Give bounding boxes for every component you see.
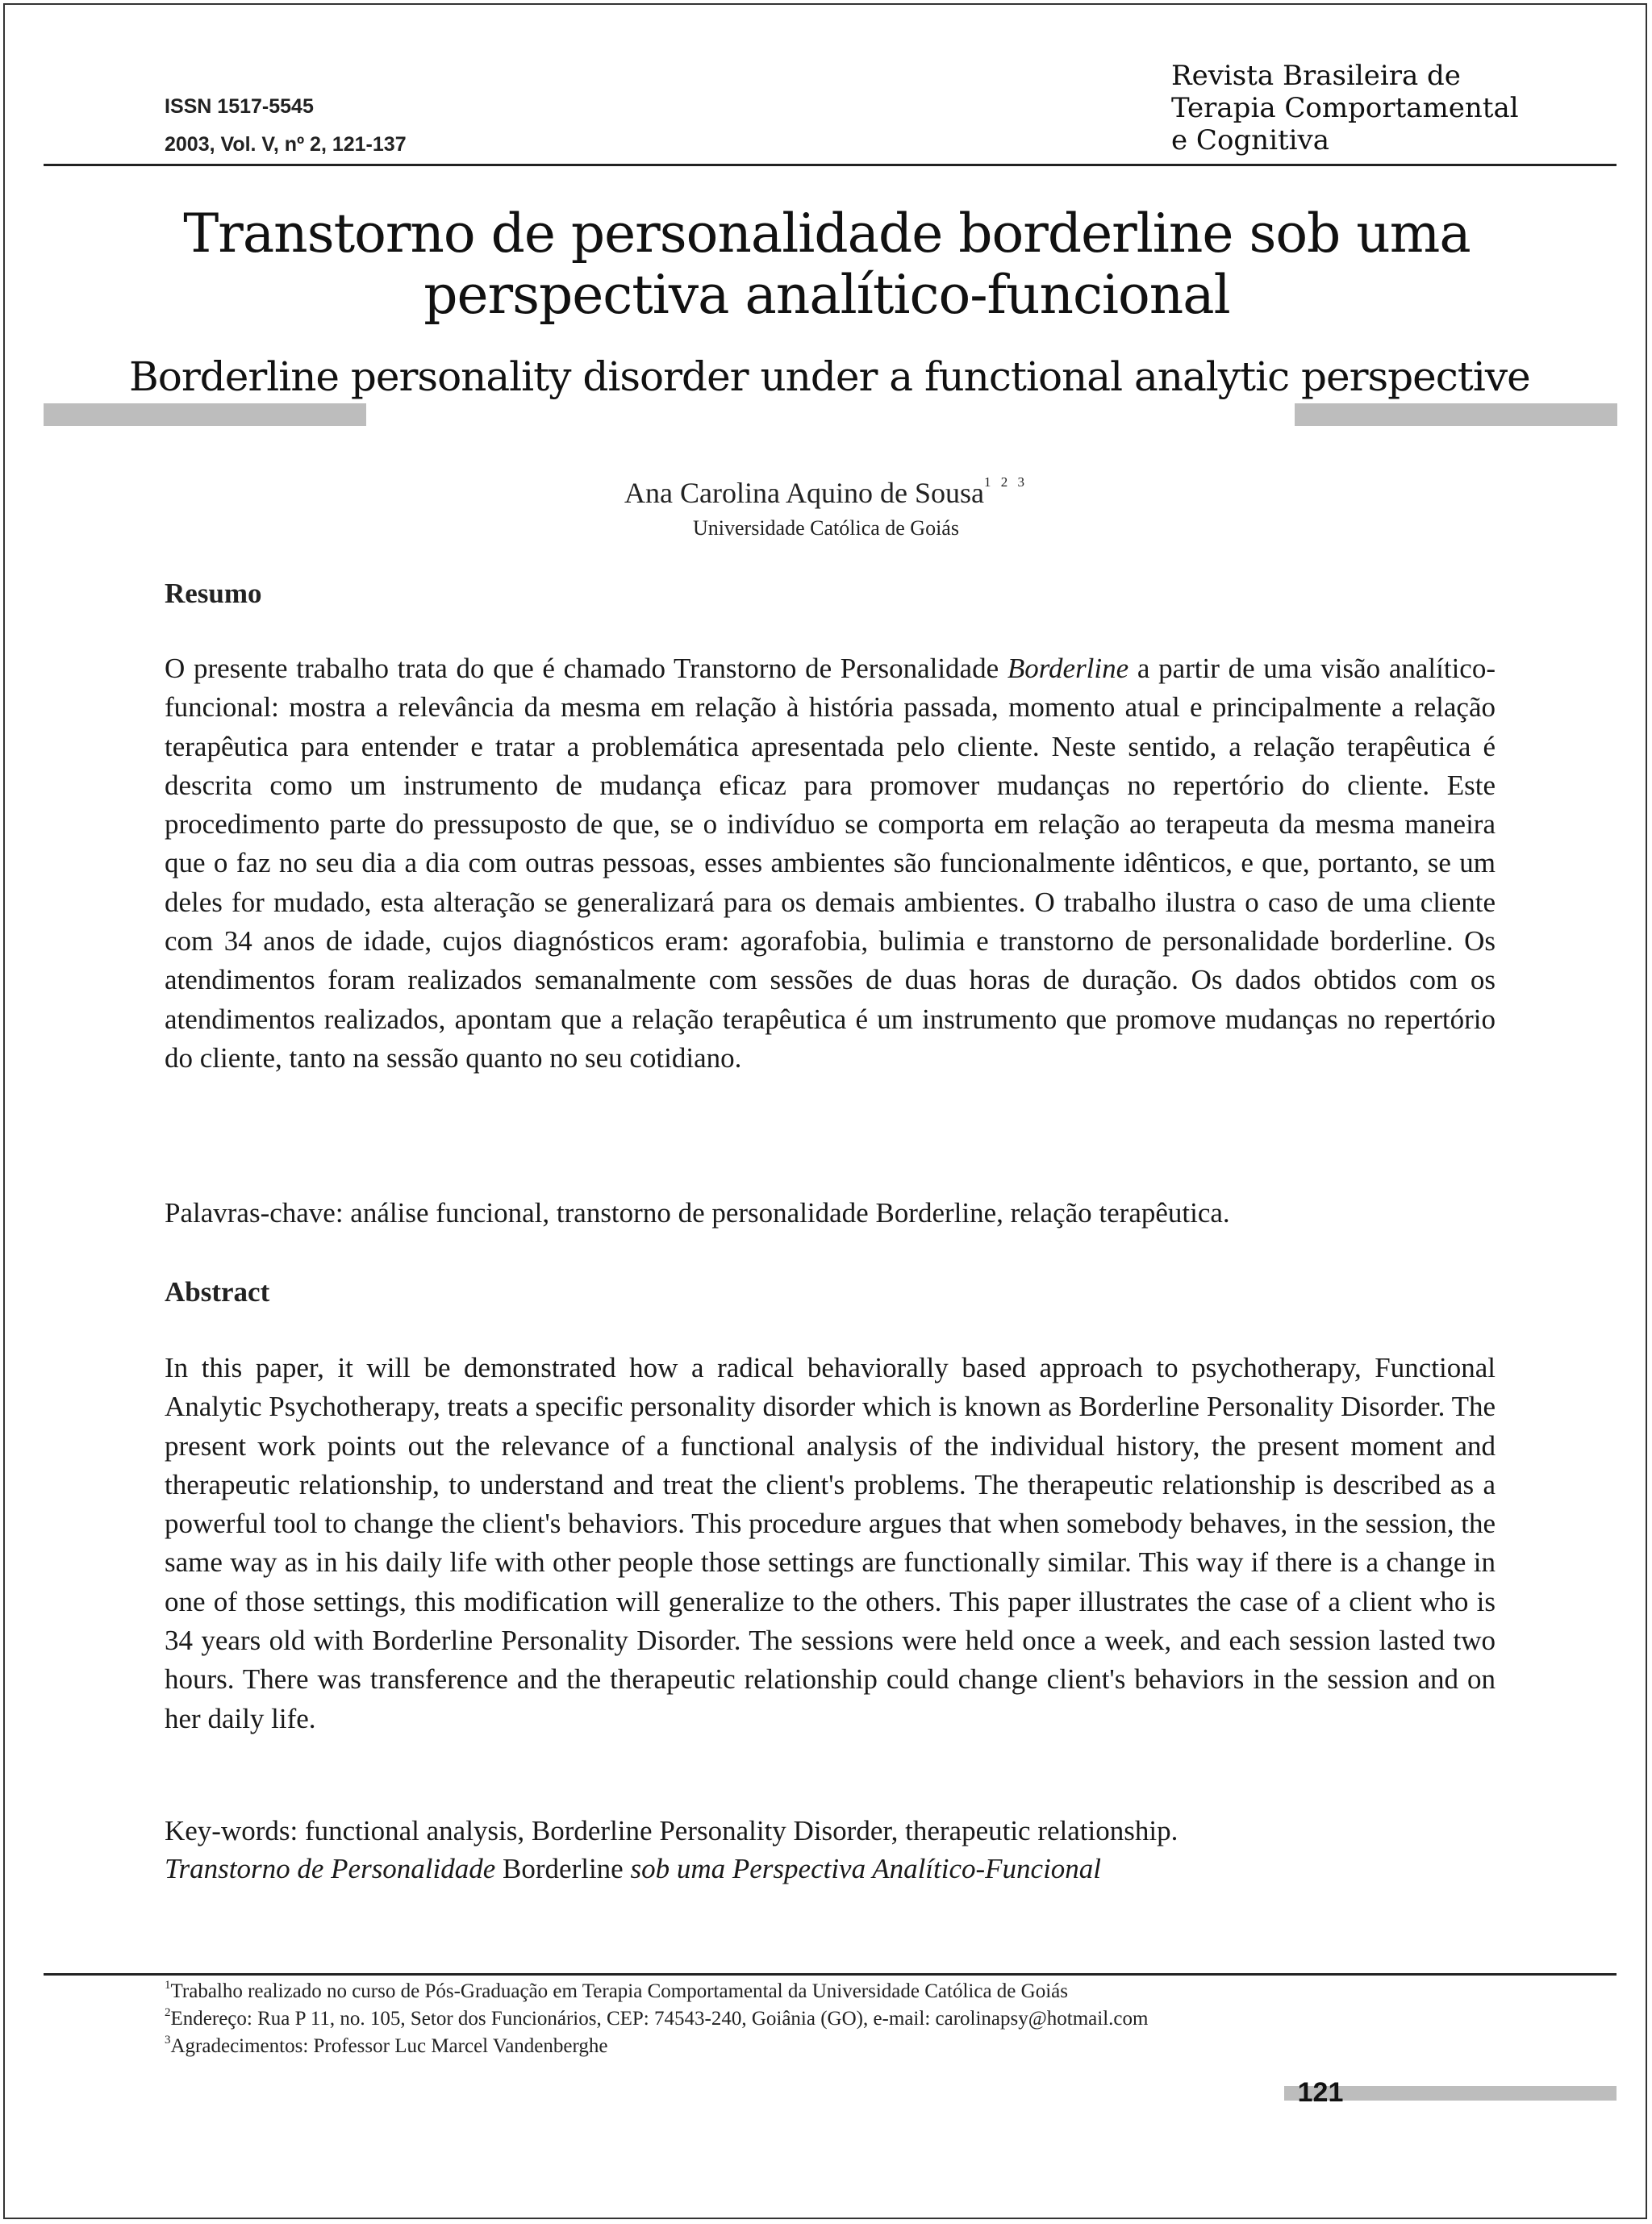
- journal-line: e Cognitiva: [1171, 124, 1329, 156]
- author: [0, 476, 1652, 510]
- journal-name: [1171, 60, 1519, 156]
- page-border: [3, 3, 1647, 2219]
- volume-info: 2003, Vol. V, nº 2, 121-137: [165, 133, 407, 156]
- running-title-part: sob uma Perspectiva Analítico-Funcional: [630, 1853, 1102, 1884]
- resumo-text-cont: a partir de uma visão analítico-funcional: mostra a relevância da mesma em relação à história passada, momento atual e principalmente a relação terapêutica para entender e tratar a problemática apresentada pelo cliente. Neste sentido, a relação terapêutica é descrita como um instrumento de mudança eficaz para promover mudanças no repertório do cliente. Este procedimento parte do pressuposto de que, se o indivíduo se comporta em relação ao terapeuta da mesma maneira que o faz no seu dia a dia com outras pessoas, esses ambientes são funcionalmente idênticos, e que, portanto, se um deles for mudado, esta alteração se generalizará para os demais ambientes. O trabalho ilustra o caso de uma cliente com 34 anos de idade, cujos diagnósticos eram: agorafobia, bulimia e transtorno de personalidade borderline. Os atendimentos foram realizados semanalmente com sessões de duas horas de duração. Os dados obtidos com os atendimentos realizados, apontam que a relação terapêutica é um instrumento que promove mudanças no repertório do cliente, tanto na sessão quanto no seu cotidiano.: [165, 653, 1496, 1074]
- page-number: 121: [1297, 2077, 1344, 2108]
- journal-line: Revista Brasileira de: [1171, 60, 1461, 92]
- title-line: perspectiva analítico-funcional: [423, 264, 1230, 326]
- footnote-mark: 2: [165, 2006, 171, 2019]
- footnote: [165, 1980, 1068, 2003]
- decorative-bar-left: [44, 403, 366, 426]
- abstract-keywords: Key-words: functional analysis, Borderline Personality Disorder, therapeutic relationship.: [165, 1815, 1179, 1846]
- footnote: [165, 2035, 607, 2058]
- resumo-paragraph: [165, 649, 1496, 1078]
- resumo-heading: Resumo: [165, 578, 262, 609]
- abstract-paragraph: In this paper, it will be demonstrated how a radical behaviorally based approach to psychotherapy, Functional Analytic Psychotherapy, treats a specific personality disorder which is known as Borderline Personality Disorder. The present work points out the relevance of a functional analysis of the individual history, the present moment and therapeutic relationship, to understand and treat the client's problems. The therapeutic relationship is described as a powerful tool to change the client's behaviors. This procedure argues that when somebody behaves, in the session, the same way as in his daily life with other people those settings are functionally similar. This way if there is a change in one of those settings, this modification will generalize to the others. This paper illustrates the case of a client who is 34 years old with Borderline Personality Disorder. The sessions were held once a week, and each session lasted two hours. There was transference and the therapeutic relationship could change client's behaviors in the session and on her daily life.: [165, 1352, 1496, 1734]
- footnote-mark: 1: [165, 1979, 171, 1992]
- running-title-part: Borderline: [503, 1853, 624, 1884]
- footnote-text: Endereço: Rua P 11, no. 105, Setor dos Funcionários, CEP: 74543-240, Goiânia (GO), e-mail: carolinapsy@hotmail.com: [170, 2008, 1149, 2030]
- resumo-keywords: Palavras-chave: análise funcional, transtorno de personalidade Borderline, relação terapêutica.: [165, 1197, 1230, 1229]
- header-rule: [44, 164, 1617, 166]
- author-affiliation: Universidade Católica de Goiás: [693, 516, 959, 540]
- author-name: Ana Carolina Aquino de Sousa: [624, 477, 984, 509]
- footnote-text: Trabalho realizado no curso de Pós-Graduação em Terapia Comportamental da Universidade Católica de Goiás: [170, 1980, 1068, 2002]
- footnote-text: Agradecimentos: Professor Luc Marcel Vandenberghe: [170, 2035, 608, 2057]
- footnote: [165, 2008, 1148, 2030]
- issn: ISSN 1517-5545: [165, 95, 314, 118]
- title-line: Transtorno de personalidade borderline sob uma: [183, 202, 1471, 265]
- abstract-heading: Abstract: [165, 1276, 270, 1308]
- footnote-mark: 3: [165, 2034, 171, 2047]
- article-subtitle: Borderline personality disorder under a functional analytic perspective: [129, 353, 1530, 400]
- resumo-italic-term: Borderline: [1007, 653, 1129, 684]
- running-title-part: Transtorno de Personalidade: [165, 1853, 496, 1884]
- resumo-text: O presente trabalho trata do que é chamado Transtorno de Personalidade: [165, 653, 1007, 684]
- footnote-rule: [44, 1973, 1617, 1976]
- decorative-bar-right: [1295, 403, 1617, 426]
- journal-line: Terapia Comportamental: [1171, 92, 1519, 124]
- author-footnote-marks: 1 2 3: [983, 474, 1028, 490]
- article-title: [113, 203, 1541, 326]
- running-title: [165, 1853, 1101, 1885]
